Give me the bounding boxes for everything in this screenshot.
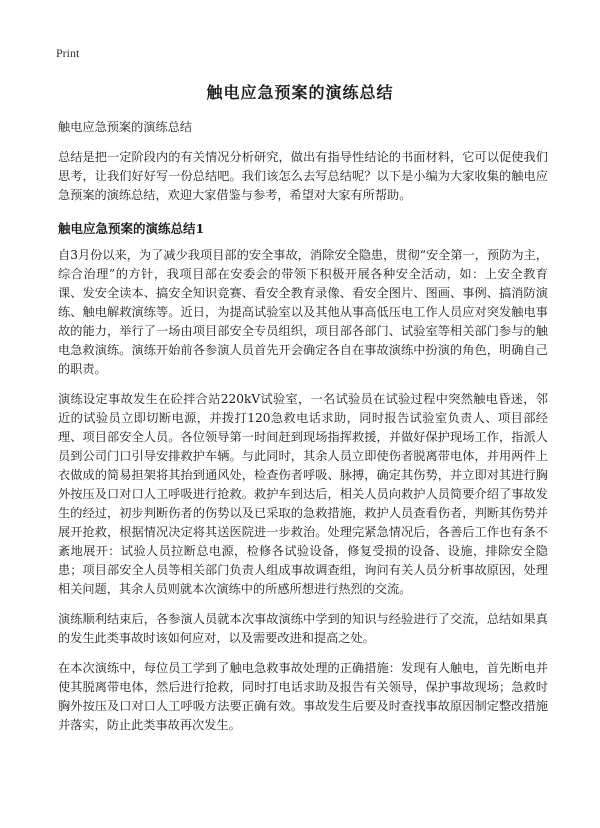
intro-subtitle: 触电应急预案的演练总结 <box>58 120 193 134</box>
body-paragraph-1: 自3月份以来，为了减少我项目部的安全事故，消除安全隐患，贯彻“安全第一，预防为主，综合治理”的方针，我项目部在安委会的带领下积极开展各种安全活动，如：上安全教育课、发安全读本、搞安全知识竞赛、看安全教育录像、看安全图片、图画、事例、搞消防演练、触电解救演练等。近日，为提高试验室以及其他从事高低压电工作人员应对突发触电事故的能力，举行了一场由项目部安全专员组织，项目部各部门、试验室等相关部门参与的触电急救演练。演练开始前各参演人员首先开会确定各自在事故演练中扮演的角色，明确自己的职责。 <box>58 248 548 376</box>
body-paragraph-4: 在本次演练中，每位员工学到了触电急救事故处理的正确措施：发现有人触电，首先断电并使其脱离带电体，然后进行抢救，同时打电话求助及报告有关领导，保护事故现场；急救时胸外按压及口对口人工呼吸方法要正确有效。事故发生后要及时查找事故原因制定整改措施并落实，防止此类事故再次发生。 <box>58 661 548 732</box>
intro-paragraph: 总结是把一定阶段内的有关情况分析研究，做出有指导性结论的书面材料，它可以促使我们思考，让我们好好写一份总结吧。我们该怎么去写总结呢？以下是小编为大家收集的触电应急预案的演练总结，欢迎大家借鉴与参考，希望对大家有所帮助。 <box>58 150 548 202</box>
print-link[interactable]: Print <box>56 46 80 60</box>
section-heading: 触电应急预案的演练总结1 <box>58 221 205 236</box>
body-paragraph-2: 演练设定事故发生在砼拌合站220kV试验室，一名试验员在试验过程中突然触电昏迷，邻近的试验员立即切断电源，并拨打120急救电话求助，同时报告试验室负责人、项目部经理、项目部安全人员。各位领导第一时间赶到现场指挥救援，并做好保护现场工作，指派人员到公司门口引导安排救护车辆。与此同时，其余人员立即使伤者脱离带电体，并用两件上衣做成的简易担架将其抬到通风处，检查伤者呼吸、脉搏，确定其伤势，并立即对其进行胸外按压及口对口人工呼吸进行抢救。救护车到达后，相关人员向救护人员简要介绍了事故发生的经过，初步判断伤者的伤势以及已采取的急救措施，救护人员查看伤者，判断其伤势并展开抢救，根据情况决定将其送医院进一步救治。处理完紧急情况后，各善后工作也有条不紊地展开：试验人员拉断总电源，检修各试验设备，修复受损的设备、设施，排除安全隐患；项目部安全人员等相关部门负责人组成事故调查组，询问有关人员分析事故原因，处理相关问题，其余人员则就本次演练中的所感所想进行热烈的交流。 <box>58 392 548 596</box>
body-paragraph-3: 演练顺利结束后，各参演人员就本次事故演练中学到的知识与经验进行了交流，总结如果真的发生此类事故时该如何应对，以及需要改进和提高之处。 <box>58 612 548 645</box>
document-body <box>58 118 548 746</box>
page-title: 触电应急预案的演练总结 <box>206 83 394 102</box>
